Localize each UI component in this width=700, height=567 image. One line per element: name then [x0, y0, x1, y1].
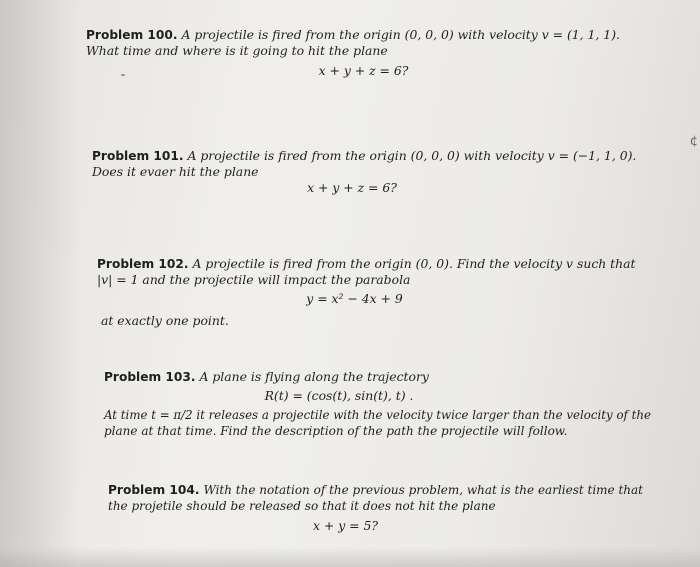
problem-102-conclusion: at exactly one point. — [101, 313, 229, 328]
problem-102-line-1 — [97, 256, 636, 272]
problem-100-line-1 — [86, 27, 631, 43]
page-speck — [121, 74, 125, 76]
problem-101-text-2: Does it evaer hit the plane — [92, 164, 259, 179]
problem-102 — [97, 256, 636, 329]
problem-103-text-1: A plane is flying along the trajectory — [199, 369, 429, 384]
problem-103-equation: R(t) = (cos(t), sin(t), t) . — [264, 388, 414, 403]
problem-100-text-2: What time and where is it going to hit the plane — [86, 43, 388, 58]
problem-102-equation: y = x² − 4x + 9 — [306, 291, 403, 306]
problem-101-line-1 — [92, 148, 637, 164]
problem-103 — [104, 369, 651, 439]
problem-101-equation: x + y + z = 6? — [307, 180, 397, 195]
problem-101-header: Problem 101. — [92, 149, 184, 163]
problem-100-header: Problem 100. — [86, 28, 178, 42]
problem-104-text-2: the projetile should be released so that it does not hit the plane — [108, 499, 496, 513]
problem-102-text-2: |v| = 1 and the projectile will impact the parabola — [97, 272, 411, 287]
problem-104-header: Problem 104. — [108, 483, 200, 497]
problem-103-line-1 — [104, 369, 624, 385]
problem-100-equation: x + y + z = 6? — [318, 63, 409, 78]
problem-104-text-1: With the notation of the previous problem, what is the earliest time that — [203, 483, 643, 497]
problem-103-text-2: At time t = π/2 it releases a projectile with the velocity twice larger than the velocity of the — [104, 408, 651, 422]
problem-104-line-1 — [108, 482, 643, 498]
problem-101 — [92, 148, 637, 196]
problem-104-equation: x + y = 5? — [312, 518, 379, 533]
problem-101-text-1: A projectile is fired from the origin (0, 0, 0) with velocity v = (−1, 1, 0). — [187, 148, 637, 163]
problem-104 — [108, 482, 643, 534]
problem-100-text-1: A projectile is fired from the origin (0, 0, 0) with velocity v = (1, 1, 1). — [181, 27, 620, 42]
problem-100 — [86, 27, 631, 79]
problem-102-text-1: A projectile is fired from the origin (0, 0). Find the velocity v such that — [192, 256, 636, 271]
page-shadow-bottom — [0, 547, 700, 567]
problem-103-header: Problem 103. — [104, 370, 196, 384]
problem-102-header: Problem 102. — [97, 257, 189, 271]
margin-mark: ¢ — [689, 134, 698, 149]
page-shadow-left — [0, 0, 80, 567]
problem-103-text-3: plane at that time. Find the description of the path the projectile will follow. — [104, 424, 568, 438]
